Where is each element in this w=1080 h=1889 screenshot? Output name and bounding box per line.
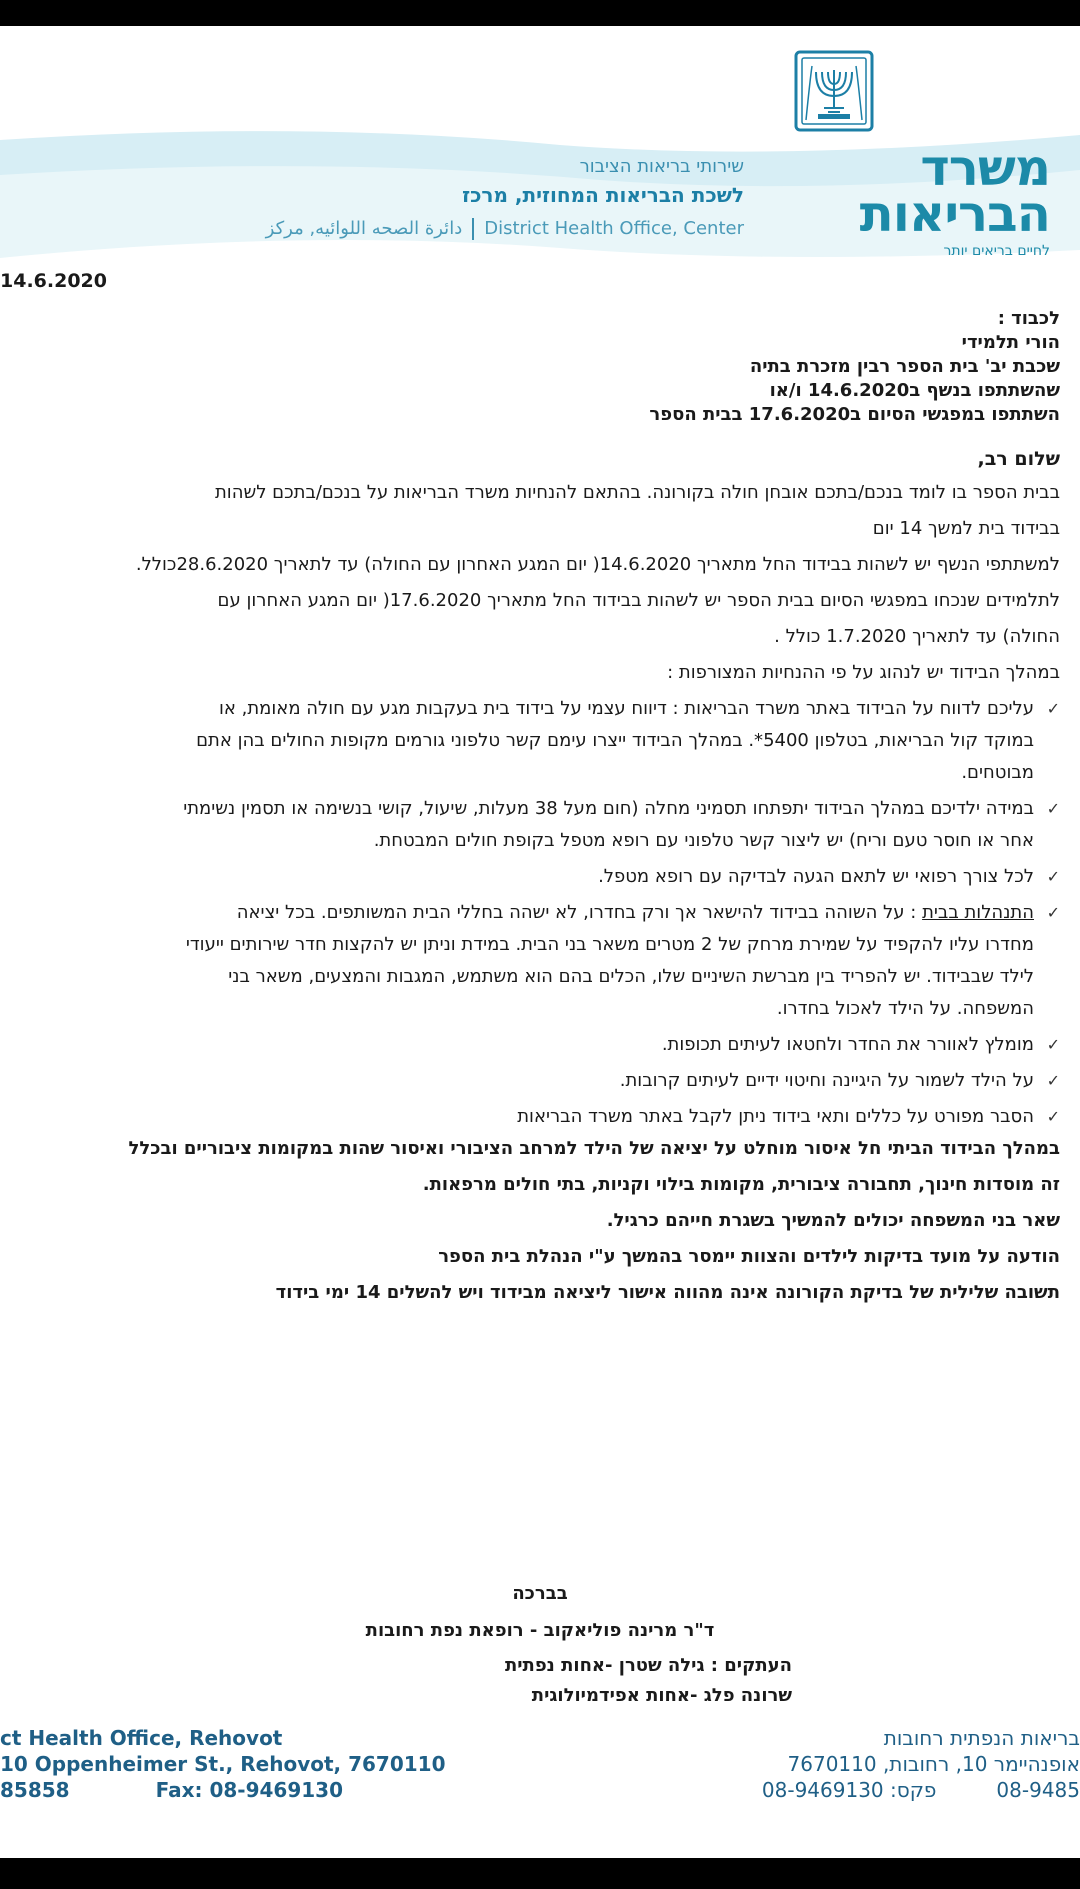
logo-tagline: לחיים בריאים יותר [943, 243, 1050, 259]
ministry-logo [850, 139, 1050, 259]
home-conduct-text: : על השוהה בבידוד להישאר אך ורק בחדרו, לא ישהה בחללי הבית המשותפים. בכל יציאה [236, 902, 917, 923]
checkmark-icon: ✓ [1046, 1071, 1060, 1090]
footer-en-contacts [0, 1777, 446, 1803]
dept-line-1: שירותי בריאות הציבור [579, 156, 744, 177]
address-line-5: השתתפו במפגשי הסיום ב17.6.2020 בבית הספר [649, 404, 1060, 425]
paragraph-1-line-2: בבידוד בית למשך 14 יום [872, 518, 1060, 539]
checkmark-icon: ✓ [1046, 799, 1060, 818]
notice-1-line-1: במהלך הבידוד הביתי חל איסור מוחלט על יציאה של הילד למרחב הציבורי ואיסור שהות במקומות ציבוריים ובכלל [128, 1138, 1060, 1159]
list-item [0, 1070, 1060, 1092]
footer-he-contacts [762, 1777, 1080, 1803]
footer-he-office: בריאות הנפתית רחובות [883, 1726, 1080, 1750]
checkmark-icon: ✓ [1046, 699, 1060, 718]
footer-he-address: אופנהיימר 10, רחובות, 7670110 [787, 1752, 1080, 1776]
address-line-4: שהשתתפו בנשף ב14.6.2020 ו/או [769, 380, 1060, 401]
list-item-line: במידה ילדיכם במהלך הבידוד יתפתחו תסמיני מחלה (חום מעל 38 מעלות, שיעול, קושי בנשימה או תסמין נשימתי [183, 798, 1034, 819]
address-line-2: הורי תלמידי [961, 332, 1060, 353]
notice-2: שאר בני המשפחה יכולים להמשיך בשגרת חייהם כרגיל. [606, 1210, 1060, 1231]
dept-arabic: دائرة الصحه اللوائيه, مركز [265, 218, 463, 239]
list-item-line: הסבר מפורט על כללים ותאי בידוד ניתן לקבל באתר משרד הבריאות [517, 1106, 1034, 1127]
paragraph-2: למשתתפי הנשף יש לשהות בבידוד החל מתאריך 14.6.2020( יום המגע האחרון עם החולה) עד לתאריך 28.6.2020כולל. [135, 554, 1060, 575]
dept-multilingual-row [266, 218, 744, 240]
footer-hebrew [762, 1725, 1080, 1803]
paragraph-3-line-2: החולה) עד לתאריך 1.7.2020 כולל . [774, 626, 1060, 647]
footer-en-phone: 85858 [0, 1778, 70, 1802]
list-item-line: לכל צורך רפואי יש לתאם הגעה לבדיקה עם רופא מטפל. [598, 866, 1034, 887]
checkmark-icon: ✓ [1046, 1107, 1060, 1126]
home-conduct-label: התנהלות בבית [922, 902, 1034, 923]
address-line-1: לכבוד : [997, 308, 1060, 329]
dept-line-2: לשכת הבריאות המחוזית, מרכז [462, 183, 744, 207]
list-item-line: מומלץ לאוורר את החדר ולחטאו לעיתים תכופות. [661, 1034, 1034, 1055]
paragraph-4: במהלך הבידוד יש לנהוג על פי ההנחיות המצורפות : [667, 662, 1060, 683]
footer-english [0, 1725, 446, 1803]
notice-3: הודעה על מועד בדיקות לילדים והצוות יימסר בהמשך ע"י הנהלת בית הספר [438, 1246, 1060, 1267]
list-item [0, 902, 1060, 1020]
dept-separator [472, 218, 474, 240]
dept-english: District Health Office, Center [484, 218, 744, 239]
footer-en-fax: Fax: 08-9469130 [155, 1778, 343, 1802]
footer-en-office: ct Health Office, Rehovot [0, 1726, 283, 1750]
list-item-line: מבוטחים. [961, 762, 1034, 783]
closing: בברכה [512, 1583, 568, 1604]
letter-body [0, 308, 1060, 1318]
checkmark-icon: ✓ [1046, 1035, 1060, 1054]
address-line-3: שכבת יב' בית הספר רבין מזכרת בתיה [749, 356, 1060, 377]
department-heading [462, 156, 744, 207]
list-item-line: לילד שבבידוד. יש להפריד בין מברשת השיניים שלו, הכלים בהם הוא משתמש, המגבות והמצעים, משאר בני [228, 966, 1034, 987]
footer-he-phone: 08-9485 [996, 1778, 1080, 1802]
list-item [0, 866, 1060, 888]
list-item-line: במוקד קול הבריאות, בטלפון 5400*. במהלך הבידוד ייצרו עימם קשר טלפוני גורמים מקופות החולים בהן אתם [196, 730, 1034, 751]
checkmark-icon: ✓ [1046, 867, 1060, 886]
logo-line-2: הבריאות [859, 185, 1050, 243]
list-item-line: המשפחה. על הילד לאכול בחדרו. [776, 998, 1034, 1019]
notice-1-line-2: זה מוסדות חינוך, תחבורה ציבורית, מקומות בילוי וקניות, בתי חולים מרפאות. [422, 1174, 1060, 1195]
list-item [0, 698, 1060, 784]
copies-line-1: העתקים : גילה שטרן -אחות נפתית [504, 1655, 792, 1676]
paragraph-1-line-1: בבית הספר בו לומד בנכם/בתכם אובחן חולה בקורונה. בהתאם להנחיות משרד הבריאות על בנכם/בתכם לשהות [214, 482, 1060, 503]
top-black-band [0, 0, 1080, 26]
list-item-line: מחדרו עליו להקפיד על שמירת מרחק של 2 מטרים משאר בני הבית. במידת וניתן יש להקצות חדר שירותים ייעודי [185, 934, 1034, 955]
bottom-black-band [0, 1858, 1080, 1889]
list-item-line: עליכם לדווח על הבידוד באתר משרד הבריאות : דיווח עצמי על בידוד בית בעקבות מגע עם חולה מאומת, או [218, 698, 1034, 719]
instructions-list [0, 698, 1060, 1128]
checkmark-icon: ✓ [1046, 903, 1060, 922]
letter-date: 14.6.2020 [0, 270, 107, 292]
footer-en-address: 10 Oppenheimer St., Rehovot, 7670110 [0, 1752, 446, 1776]
list-item [0, 798, 1060, 852]
list-item-line: על הילד לשמור על היגיינה וחיטוי ידיים לעיתים קרובות. [619, 1070, 1034, 1091]
footer-he-fax: פקס: 08-9469130 [761, 1778, 937, 1802]
signature: ד"ר מרינה פוליאקוב - רופאת נפת רחובות [365, 1620, 715, 1641]
copies-line-2: שרונה פלג -אחות אפידמיולוגית [531, 1685, 792, 1706]
greeting: שלום רב, [977, 448, 1060, 470]
list-item [0, 1034, 1060, 1056]
paragraph-3-line-1: לתלמידים שנכחו במפגשי הסיום בבית הספר יש לשהות בבידוד החל מתאריך 17.6.2020( יום המגע האחרון עם [217, 590, 1060, 611]
list-item-line [0, 902, 1034, 924]
recipient-block [0, 308, 1060, 426]
list-item [0, 1106, 1060, 1128]
list-item-line: אחר או חוסר טעם וריח) יש ליצור קשר טלפוני עם רופא מטפל בקופת חולים המבטחת. [373, 830, 1034, 851]
logo-line-1: משרד [920, 139, 1050, 197]
notice-4: תשובה שלילית של בדיקת הקורונה אינה מהווה אישור ליציאה מבידוד ויש להשלים 14 ימי בידוד [275, 1282, 1060, 1303]
